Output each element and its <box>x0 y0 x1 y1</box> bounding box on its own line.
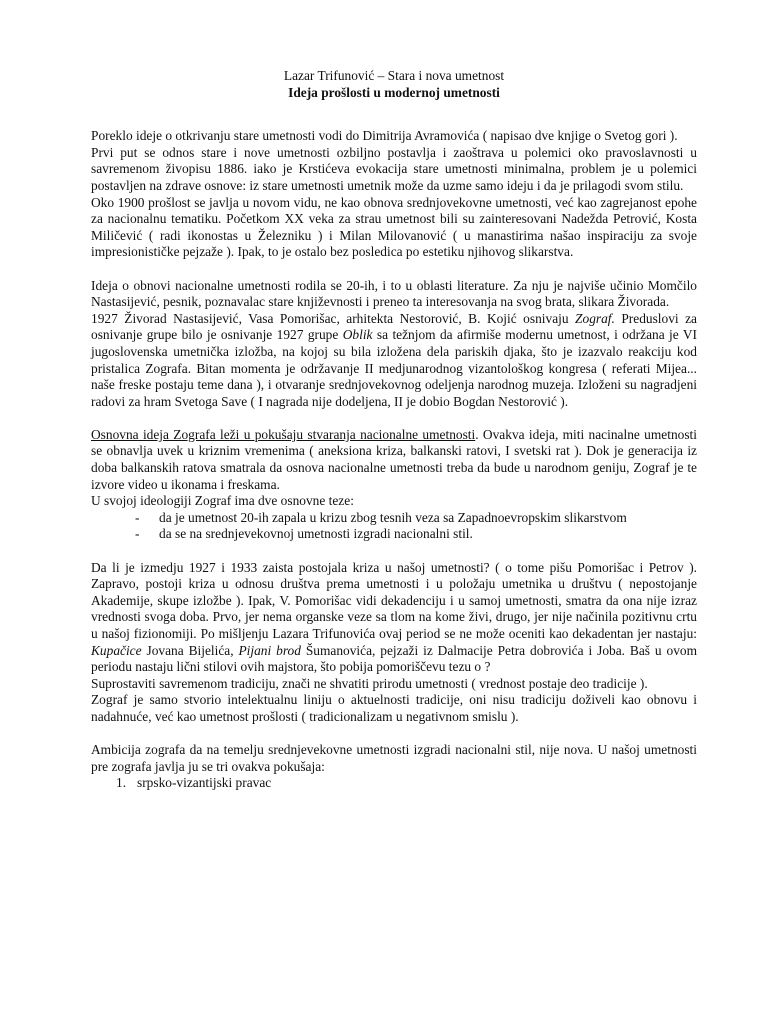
paragraph: Ideja o obnovi nacionalne umetnosti rodila se 20-ih, i to u oblasti literature. Za nju je najviše učinio Momčilo Nastasijević, pesnik, poznavalac stare književnosti i preneo ta interesovanja na svog brata, slikara Živorada. <box>91 277 697 310</box>
section-origins <box>91 128 697 261</box>
paragraph: Poreklo ideje o otkrivanju stare umetnosti vodi do Dimitrija Avramovića ( napisao dve knjige o Svetog gori ). <box>91 128 678 144</box>
section-ambition <box>91 742 697 792</box>
paragraph: Prvi put se odnos stare i nove umetnosti ozbiljno postavlja i zaoštrava u polemici oko pravoslavnosti u savremenom živopisu 1886. iako je Krstićeva evokacija stare umetnosti minimalna, problem je u polemici postavljen na zdrave osnove: iz stare umetnosti umetnik može da uzme samo ideju i da je prilagodi svom stilu. <box>91 144 697 193</box>
author-title: Lazar Trifunović – Stara i nova umetnost <box>283 68 505 83</box>
dash-marker: - <box>135 509 140 525</box>
list-item <box>135 510 697 527</box>
paragraph: U svojoj ideologiji Zograf ima dve osnovne teze: <box>91 493 354 509</box>
list-item-text: da je umetnost 20-ih zapala u krizu zbog tesnih veza sa Zapadnoevropskim slikarstvom <box>159 509 627 525</box>
text-run: Jovana Bijelića, <box>141 642 239 658</box>
list-item-text: srpsko-vizantijski pravac <box>137 775 272 791</box>
list-number: 1. <box>116 775 127 791</box>
thesis-list <box>91 510 697 543</box>
paragraph: Suprostaviti savremenom tradiciju, znači ne shvatiti prirodu umetnosti ( vrednost postaje deo tradicije ). <box>91 675 648 691</box>
section-crisis <box>91 560 697 726</box>
text-run: 1927 Živorad Nastasijević, Vasa Pomorišac, arhitekta Nestorović, B. Kojić osnivaju <box>91 310 576 326</box>
list-item <box>116 775 697 792</box>
italic-work-pijani-brod: Pijani brod <box>238 642 301 658</box>
section-national-art-idea <box>91 278 697 411</box>
paragraph: Zograf je samo stvorio intelektualnu liniju o aktuelnosti tradicije, oni nisu tradiciju doživeli kao obnovu i nadahnuće, već kao umetnost prošlosti ( tradicionalizam u negativnom smislu ). <box>91 692 697 724</box>
list-item <box>135 526 697 543</box>
document-subtitle: Ideja prošlosti u modernoj umetnosti <box>288 84 500 100</box>
paragraph <box>91 311 697 411</box>
text-run: Da li je izmedju 1927 i 1933 zaista postojala kriza u našoj umetnosti? ( o tome pišu Pomorišac i Petrov ). Zapravo, postoji kriza u odnosu društva prema umetnosti i u položaju umetnika u društvu ( nepostojanje Akademije, skupe izložbe ). Ipak, V. Pomorišac vidi dekadenciju i u samoj umetnosti, smatra da ona nije izraz vrednosti svoga doba. Prvo, jer nema organske veze sa tlom na kome živi, drugo, jer nije načinila pozitivnu crtu u našoj fizionomiji. Po mišljenju Lazara Trifunovića ovaj period se ne može oceniti kao dekadentan jer nastaju: <box>91 559 697 641</box>
text-run: sa težnjom da afirmiše modernu umetnost, i održana je VI jugoslovenska umetnička izložba, na kojoj su bila izložena dela pariskih djaka, što je izazvalo reakciju kod pristalica Zografa. Bitan momenta je održavanje II medjunarodnog vizantološkog kongresa ( referati Mijea... naše freske postaju teme dana ), i otvaranje srednjovekovnog odeljenja narodnog muzeja. Izloženi su nagradjeni radovi za hram Svetoga Save ( I nagrada nije dodeljena, II je dobio Bogdan Nestorović ). <box>91 327 698 409</box>
text-run: . Ovakva ideja, miti nacinalne umetnosti se obnavlja uvek u kriznim vremenima ( aneksiona kriza, balkanski ratovi, I svetski rat ). Dok je generacija iz doba balkanskih ratova smatrala da osnova nacionalne umetnosti treba da bude u narodnom geniju, Zograf je te izvore video u ikonama i freskama. <box>91 426 698 492</box>
italic-term-zograf: Zograf. <box>575 310 615 326</box>
text-run: Preduslovi za osnivanje grupe bilo je osnivanje 1927 grupe <box>91 310 697 343</box>
text-run: Šumanovića, pejzaži iz Dalmacije Petra dobrovića i Joba. Baš u ovom periodu nastaju lični stilovi ovih majstora, što pobija pomoriščevu tezu o ? <box>91 642 698 675</box>
paragraph: Oko 1900 prošlost se javlja u novom vidu, ne kao obnova srednjovekovne umetnosti, već kao zagrejanost epohe za nacionalnu tematiku. Početkom XX veka za strau umetnost bili su zainteresovani Nadežda Petrović, Kosta Miličević ( radi ikonostas u Železniku ) i Milan Milovanović ( u manastirima našao inspiraciju za svoje impresionističke pejzaže ). Ipak, to je ostalo bez posledica po estetiku njihovog slikarstva. <box>91 194 697 260</box>
section-zograf-idea <box>91 427 697 543</box>
italic-work-kupacice: Kupačice <box>91 642 142 658</box>
underlined-thesis: Osnovna ideja Zografa leži u pokušaju stvaranja nacionalne umetnosti <box>91 426 476 442</box>
list-item-text: da se na srednjevekovnoj umetnosti izgradi nacionalni stil. <box>159 526 473 542</box>
paragraph <box>91 427 697 493</box>
numbered-list <box>91 775 697 792</box>
title-block <box>91 68 697 101</box>
paragraph: Ambicija zografa da na temelju srednjevekovne umetnosti izgradi nacionalni stil, nije nova. U našoj umetnosti pre zografa javlja ju se tri ovakva pokušaja: <box>91 742 697 774</box>
dash-marker: - <box>135 526 140 542</box>
italic-term-oblik: Oblik <box>342 327 373 343</box>
paragraph <box>91 560 697 676</box>
